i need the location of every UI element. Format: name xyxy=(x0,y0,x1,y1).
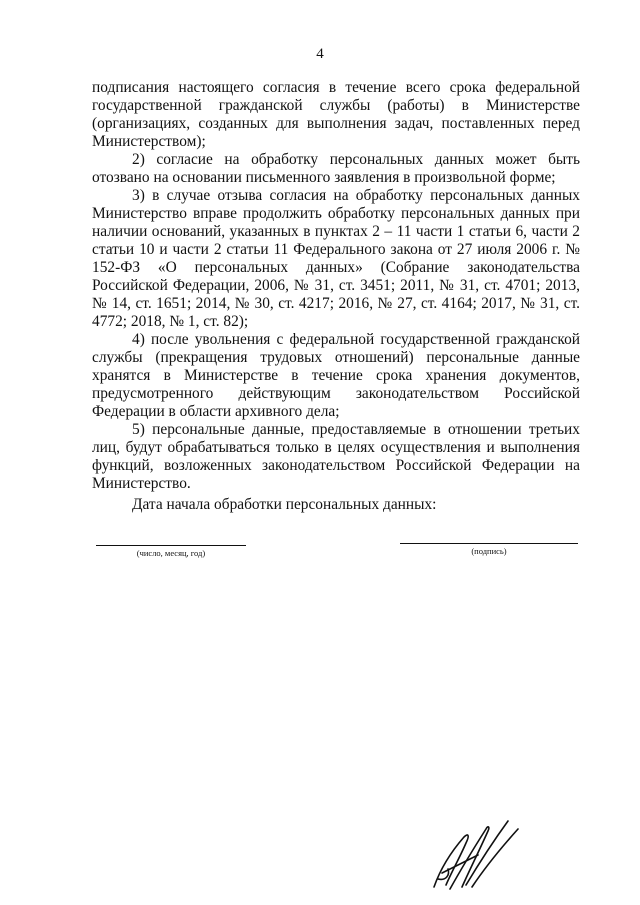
signature-caption: (подпись) xyxy=(471,546,507,556)
document-body xyxy=(92,79,580,493)
date-line xyxy=(96,545,246,546)
list-item-3: 3) в случае отзыва согласия на обработку персональных данных Министерство вправе продолжить обработку персональных данных при наличии оснований, указанных в пунктах 2 – 11 части 1 статьи 6, части 2 статьи 10 и части 2 статьи 11 Федерального закона от 27 июля 2006 г. № 152-ФЗ «О персональных данных» (Собрание законодательства Российской Федерации, 2006, № 31, ст. 3451; 2011, № 31, ст. 4701; 2013, № 14, ст. 1651; 2014, № 30, ст. 4217; 2016, № 27, ст. 4164; 2017, № 31, ст. 4772; 2018, № 1, ст. 82); xyxy=(92,187,580,330)
page-number: 4 xyxy=(316,46,324,62)
handwritten-signature-icon xyxy=(420,815,530,895)
list-item-5: 5) персональные данные, предоставляемые в отношении третьих лиц, будут обрабатываться только в целях осуществления и выполнения функций, возложенных законодательством Российской Федерации на Министерство. xyxy=(92,421,580,492)
date-caption: (число, месяц, год) xyxy=(136,548,206,558)
list-item-4: 4) после увольнения с федеральной государственной гражданской службы (прекращения трудовых отношений) персональные данные хранятся в Министерстве в течение срока хранения документов, предусмотренного действующим законодательством Российской Федерации в области архивного дела; xyxy=(92,331,580,420)
paragraph-continuation: подписания настоящего согласия в течение всего срока федеральной государственной гражданской службы (работы) в Министерстве (организациях, созданных для выполнения задач, поставленных перед Министерством); xyxy=(92,79,580,150)
date-start-label: Дата начала обработки персональных данных: xyxy=(132,496,437,513)
signature-line xyxy=(400,543,578,544)
list-item-2: 2) согласие на обработку персональных данных может быть отозвано на основании письменного заявления в произвольной форме; xyxy=(92,151,580,186)
